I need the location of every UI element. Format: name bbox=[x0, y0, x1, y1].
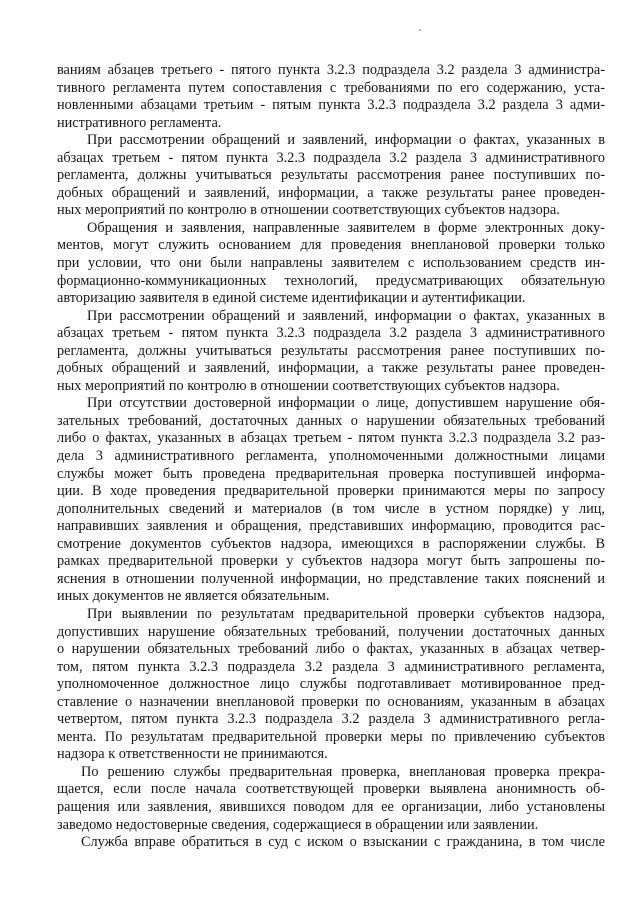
document-body bbox=[57, 62, 605, 852]
paragraph-line: формационно-коммуникационных технологий, предусматривающих обязательную bbox=[57, 272, 605, 289]
paragraph-line: ставление о назначении внеплановой проверки по основаниям, указанным в абзацах bbox=[57, 693, 605, 710]
paragraph bbox=[57, 62, 605, 132]
paragraph-line: ных мероприятий по контролю в отношении соответствующих субъектов надзора. bbox=[57, 377, 560, 394]
paragraph-line: щается, если после начала соответствующей проверки выявлена анонимность об- bbox=[57, 781, 605, 798]
paragraph-line: уполномоченное должностное лицо службы подготавливает мотивированное пред- bbox=[57, 676, 605, 693]
scan-speck bbox=[419, 29, 421, 31]
paragraph-line: службы может быть проведена предварительная проверка поступившей информа- bbox=[57, 465, 605, 482]
paragraph-line: зательных требований, достаточных данных о нарушении обязательных требований bbox=[57, 412, 605, 429]
paragraph-line: регламента, должны учитываться результаты рассмотрения ранее поступивших по- bbox=[57, 342, 605, 359]
paragraph-line: добных обращений и заявлений, информации, а также результаты ранее проведен- bbox=[57, 360, 605, 377]
paragraph-line: регламента, должны учитываться результаты рассмотрения ранее поступивших по- bbox=[57, 167, 605, 184]
paragraph-line: дополнительных сведений и материалов (в том числе в устном порядке) у лиц, bbox=[57, 500, 605, 517]
paragraph-line: При выявлении по результатам предварительной проверки субъектов надзора, bbox=[87, 605, 605, 622]
paragraph-line: Служба вправе обратиться в суд с иском о взыскании с гражданина, в том числе bbox=[81, 834, 605, 851]
paragraph-line: направивших заявления и обращения, представивших информацию, проводится рас- bbox=[57, 518, 605, 535]
paragraph-line: смотрение документов субъектов надзора, имеющихся в распоряжении службы. В bbox=[57, 535, 605, 552]
paragraph-line: абзацах третьем - пятом пункта 3.2.3 подраздела 3.2 раздела 3 административного bbox=[57, 149, 605, 166]
paragraph-line: яснения в отношении полученной информации, но представление таких пояснений и bbox=[57, 570, 605, 587]
paragraph-line: По решению службы предварительная проверка, внеплановая проверка прекра- bbox=[81, 763, 605, 780]
paragraph-line: либо о фактах, указанных в абзацах третьем - пятом пункта 3.2.3 подраздела 3.2 раз- bbox=[57, 430, 605, 447]
paragraph-line: надзора к ответственности не принимаются. bbox=[57, 746, 328, 763]
paragraph-line: ращения или заявления, явившихся поводом для ее организации, либо установлены bbox=[57, 798, 605, 815]
paragraph-line: дела 3 административного регламента, уполномоченными должностными лицами bbox=[57, 448, 605, 465]
paragraph-line: иных документов не является обязательным. bbox=[57, 588, 330, 605]
paragraph-line: мента. По результатам предварительной проверки меры по привлечению субъектов bbox=[57, 728, 605, 745]
paragraph-line: При отсутствии достоверной информации о лице, допустившем нарушение обя- bbox=[87, 395, 605, 412]
paragraph bbox=[57, 132, 605, 220]
paragraph-line: нистративного регламента. bbox=[57, 114, 222, 131]
paragraph-line: Обращения и заявления, направленные заявителем в форме электронных доку- bbox=[87, 219, 605, 236]
paragraph-line: абзацах третьем - пятом пункта 3.2.3 подраздела 3.2 раздела 3 административного bbox=[57, 325, 605, 342]
paragraph-line: ваниям абзацев третьего - пятого пункта 3.2.3 подраздела 3.2 раздела 3 администра- bbox=[57, 62, 605, 78]
paragraph-line: добных обращений и заявлений, информации, а также результаты ранее проведен- bbox=[57, 184, 605, 201]
paragraph bbox=[57, 220, 605, 308]
paragraph-line: При рассмотрении обращений и заявлений, информации о фактах, указанных в bbox=[87, 132, 605, 149]
paragraph-line: о нарушении обязательных требований либо о фактах, указанных в абзацах четвер- bbox=[57, 641, 605, 658]
paragraph bbox=[57, 764, 605, 834]
paragraph-line: авторизацию заявителя в единой системе идентификации и аутентификации. bbox=[57, 290, 526, 307]
paragraph bbox=[57, 834, 605, 852]
paragraph-line: заведомо недостоверные сведения, содержащиеся в обращении или заявлении. bbox=[57, 816, 539, 833]
paragraph-line: ции. В ходе проведения предварительной проверки принимаются меры по запросу bbox=[57, 483, 605, 500]
paragraph bbox=[57, 395, 605, 606]
paragraph-line: ментов, могут служить основанием для проведения внеплановой проверки только bbox=[57, 237, 605, 254]
paragraph-line: при условии, что они были направлены заявителем с использованием средств ин- bbox=[57, 255, 605, 272]
paragraph-line: новленными абзацами третьим - пятым пункта 3.2.3 подраздела 3.2 раздела 3 адми- bbox=[57, 97, 605, 114]
paragraph-line: тивного регламента путем сопоставления с требованиями по его содержанию, уста- bbox=[57, 79, 605, 96]
paragraph-line: том, пятом пункта 3.2.3 подраздела 3.2 раздела 3 административного регламента, bbox=[57, 658, 605, 675]
paragraph-line: При рассмотрении обращений и заявлений, информации о фактах, указанных в bbox=[87, 307, 605, 324]
paragraph bbox=[57, 606, 605, 764]
paragraph-line: ных мероприятий по контролю в отношении соответствующих субъектов надзора. bbox=[57, 202, 560, 219]
paragraph-line: четвертом, пятом пункта 3.2.3 подраздела 3.2 раздела 3 административного регла- bbox=[57, 711, 605, 728]
paragraph bbox=[57, 308, 605, 396]
paragraph-line: допустивших нарушение обязательных требований, получении достаточных данных bbox=[57, 623, 605, 640]
paragraph-line: рамках предварительной проверки у субъектов надзора могут быть запрошены по- bbox=[57, 553, 605, 570]
